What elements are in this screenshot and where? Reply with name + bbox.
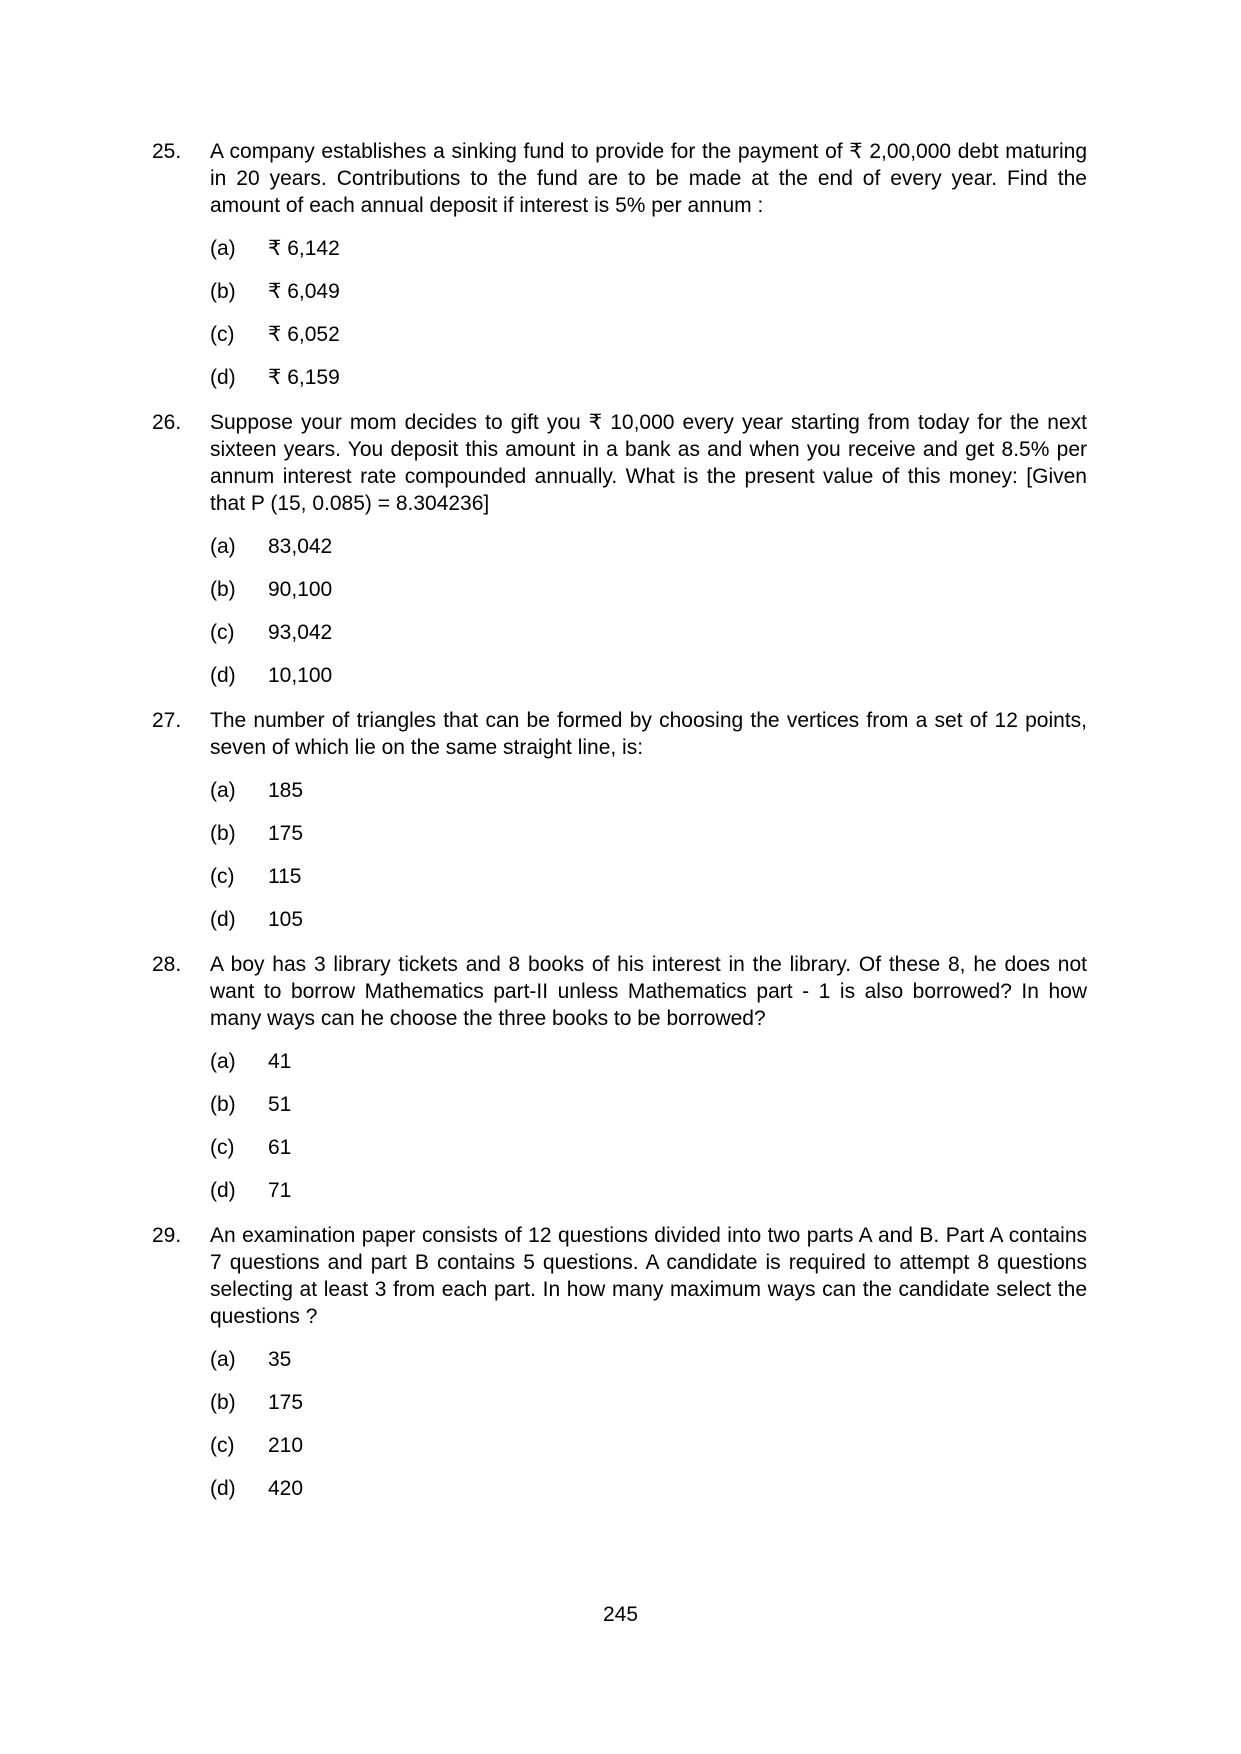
options-list bbox=[210, 1346, 1087, 1502]
question-text: The number of triangles that can be formed by choosing the vertices from a set of 12 points, seven of which lie on the same straight line, is: bbox=[210, 709, 1087, 759]
option-letter: (a) bbox=[210, 1050, 236, 1073]
question-number: 25. bbox=[152, 140, 182, 163]
option-row bbox=[210, 863, 1087, 890]
option-value: 90,100 bbox=[268, 578, 333, 601]
option-letter: (d) bbox=[210, 1477, 236, 1500]
option-letter: (d) bbox=[210, 908, 236, 931]
option-row bbox=[210, 235, 1087, 262]
question-body bbox=[210, 409, 1087, 689]
option-row bbox=[210, 1091, 1087, 1118]
option-row bbox=[210, 1346, 1087, 1373]
option-letter: (b) bbox=[210, 578, 236, 601]
questions-list bbox=[152, 138, 1087, 1520]
option-value: ₹ 6,159 bbox=[268, 366, 340, 389]
option-value: 185 bbox=[268, 779, 304, 802]
option-letter: (b) bbox=[210, 1093, 236, 1116]
option-letter: (b) bbox=[210, 822, 236, 845]
option-letter: (d) bbox=[210, 1179, 236, 1202]
question-number: 29. bbox=[152, 1224, 182, 1247]
option-row bbox=[210, 1048, 1087, 1075]
option-row bbox=[210, 619, 1087, 646]
option-letter: (b) bbox=[210, 280, 236, 303]
option-row bbox=[210, 321, 1087, 348]
option-row bbox=[210, 1475, 1087, 1502]
option-letter: (c) bbox=[210, 1136, 235, 1159]
question-text: A company establishes a sinking fund to provide for the payment of ₹ 2,00,000 debt maturing in 20 years. Contributions to the fund are to be made at the end of every year. Find the amount of each annual deposit if interest is 5% per annum : bbox=[210, 140, 1087, 217]
option-value: ₹ 6,049 bbox=[268, 280, 340, 303]
option-letter: (a) bbox=[210, 535, 236, 558]
options-list bbox=[210, 533, 1087, 689]
options-list bbox=[210, 777, 1087, 933]
question-number: 26. bbox=[152, 411, 182, 434]
option-value: 83,042 bbox=[268, 535, 333, 558]
question-text: A boy has 3 library tickets and 8 books of his interest in the library. Of these 8, he does not want to borrow Mathematics part-II unless Mathematics part - 1 is also borrowed? In how many ways can he choose the three books to be borrowed? bbox=[210, 953, 1087, 1030]
option-value: 35 bbox=[268, 1348, 292, 1371]
question-text: An examination paper consists of 12 questions divided into two parts A and B. Part A contains 7 questions and part B contains 5 questions. A candidate is required to attempt 8 questions selecting at least 3 from each part. In how many maximum ways can the candidate select the questions ? bbox=[210, 1224, 1087, 1328]
question-body bbox=[210, 951, 1087, 1204]
option-value: 93,042 bbox=[268, 621, 333, 644]
option-value: 61 bbox=[268, 1136, 292, 1159]
option-value: ₹ 6,142 bbox=[268, 237, 340, 260]
question-text: Suppose your mom decides to gift you ₹ 10,000 every year starting from today for the next sixteen years. You deposit this amount in a bank as and when you receive and get 8.5% per annum interest rate compounded annually. What is the present value of this money: [Given that P (15, 0.085) = 8.304236] bbox=[210, 411, 1087, 515]
option-letter: (c) bbox=[210, 865, 235, 888]
question-body bbox=[210, 138, 1087, 391]
question-27 bbox=[152, 707, 1087, 933]
option-letter: (c) bbox=[210, 621, 235, 644]
question-number: 27. bbox=[152, 709, 182, 732]
option-letter: (a) bbox=[210, 779, 236, 802]
option-letter: (a) bbox=[210, 1348, 236, 1371]
option-row bbox=[210, 364, 1087, 391]
option-value: 71 bbox=[268, 1179, 292, 1202]
options-list bbox=[210, 1048, 1087, 1204]
question-number: 28. bbox=[152, 953, 182, 976]
option-value: 105 bbox=[268, 908, 304, 931]
option-row bbox=[210, 1177, 1087, 1204]
option-letter: (c) bbox=[210, 1434, 235, 1457]
option-row bbox=[210, 820, 1087, 847]
option-row bbox=[210, 1134, 1087, 1161]
option-row bbox=[210, 1389, 1087, 1416]
question-body bbox=[210, 1222, 1087, 1502]
option-value: 115 bbox=[268, 865, 302, 888]
option-value: 51 bbox=[268, 1093, 292, 1116]
option-value: 175 bbox=[268, 822, 304, 845]
option-value: 420 bbox=[268, 1477, 304, 1500]
option-row bbox=[210, 533, 1087, 560]
option-row bbox=[210, 278, 1087, 305]
page-number: 245 bbox=[602, 1603, 639, 1626]
option-letter: (b) bbox=[210, 1391, 236, 1414]
option-row bbox=[210, 777, 1087, 804]
option-letter: (d) bbox=[210, 664, 236, 687]
option-row bbox=[210, 1432, 1087, 1459]
option-row bbox=[210, 906, 1087, 933]
option-value: 175 bbox=[268, 1391, 304, 1414]
option-value: 210 bbox=[268, 1434, 304, 1457]
option-letter: (a) bbox=[210, 237, 236, 260]
option-row bbox=[210, 662, 1087, 689]
option-letter: (c) bbox=[210, 323, 235, 346]
question-29 bbox=[152, 1222, 1087, 1502]
options-list bbox=[210, 235, 1087, 391]
option-value: ₹ 6,052 bbox=[268, 323, 340, 346]
question-28 bbox=[152, 951, 1087, 1204]
question-25 bbox=[152, 138, 1087, 391]
question-26 bbox=[152, 409, 1087, 689]
option-value: 41 bbox=[268, 1050, 292, 1073]
option-letter: (d) bbox=[210, 366, 236, 389]
option-row bbox=[210, 576, 1087, 603]
question-body bbox=[210, 707, 1087, 933]
option-value: 10,100 bbox=[268, 664, 333, 687]
